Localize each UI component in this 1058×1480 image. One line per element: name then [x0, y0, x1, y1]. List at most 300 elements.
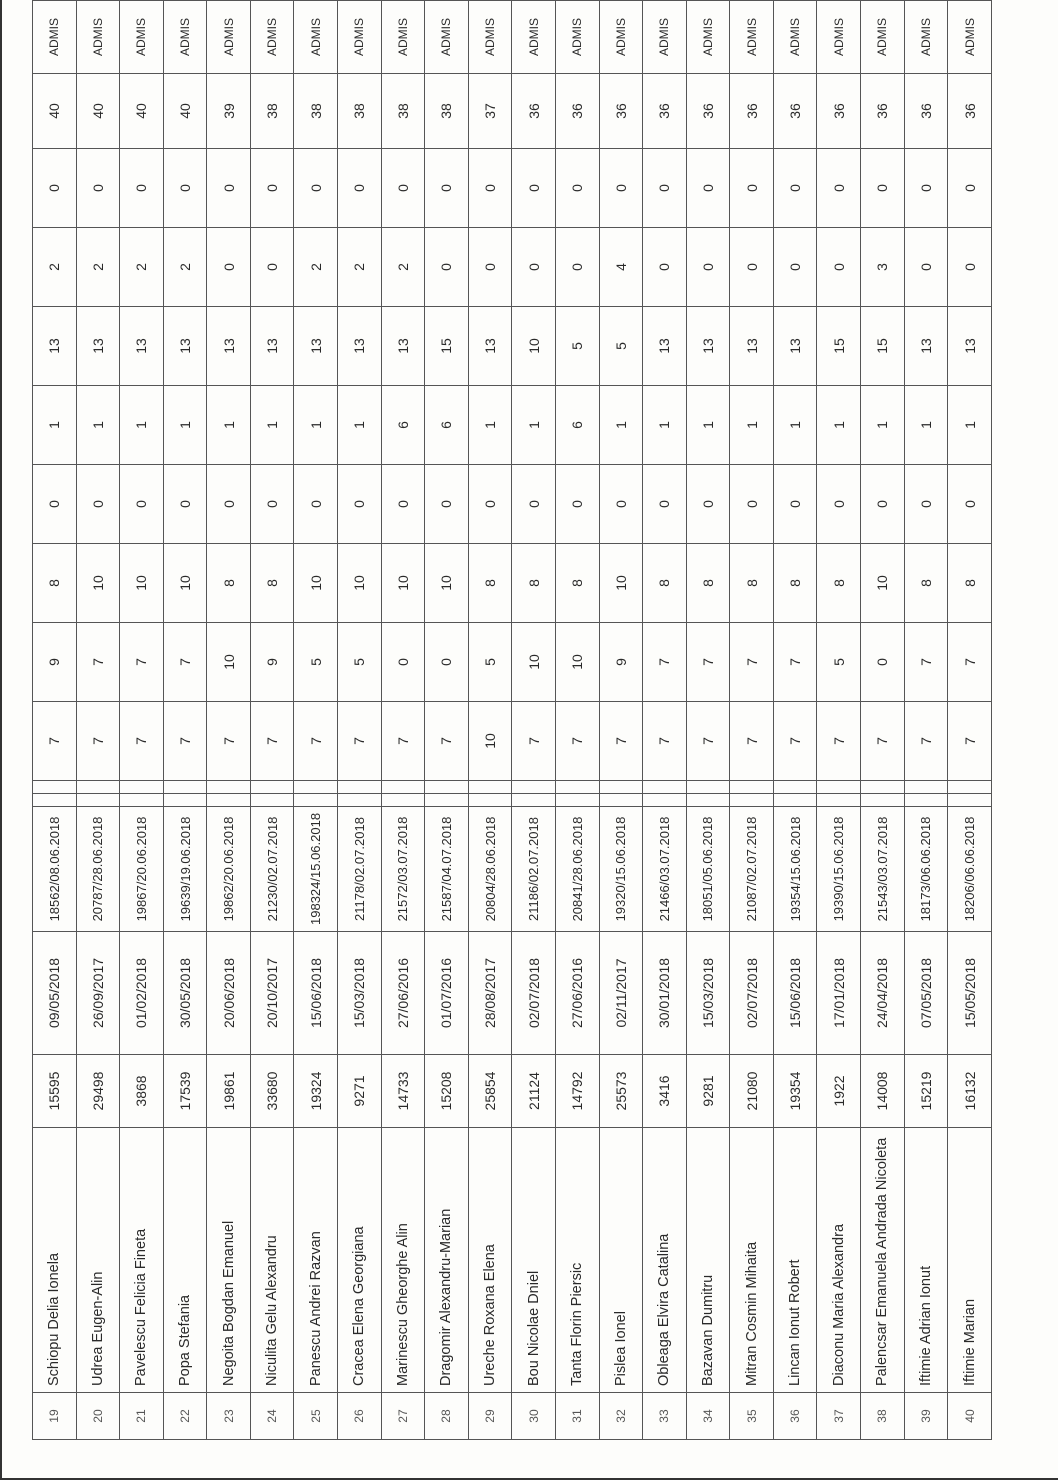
score-6: 13	[773, 307, 817, 386]
score-6: 13	[33, 307, 77, 386]
total-score: 36	[555, 74, 599, 149]
score-8: 0	[207, 149, 251, 228]
results-table-body	[33, 1, 992, 1440]
score-7: 0	[730, 228, 774, 307]
score-2: 5	[817, 623, 861, 702]
empty-cell	[425, 781, 469, 794]
registration-date: 27/06/2016	[381, 932, 425, 1055]
empty-cell	[730, 781, 774, 794]
table-row	[643, 1, 687, 1440]
empty-cell	[76, 781, 120, 794]
candidate-name: Schiopu Delia Ionela	[33, 1128, 77, 1393]
score-6: 13	[120, 307, 164, 386]
table-row	[773, 1, 817, 1440]
candidate-name: Iftimie Adrian Ionut	[904, 1128, 948, 1393]
score-1: 7	[773, 702, 817, 781]
empty-cell	[381, 781, 425, 794]
registration-date: 02/07/2018	[730, 932, 774, 1055]
file-number: 19324	[294, 1055, 338, 1128]
total-score: 36	[860, 74, 904, 149]
table-row	[599, 1, 643, 1440]
document-number: 20841/28.06.2018	[555, 807, 599, 932]
score-4: 0	[599, 465, 643, 544]
score-8: 0	[338, 149, 382, 228]
table-row	[512, 1, 556, 1440]
candidate-name: Mitran Cosmin Mihaita	[730, 1128, 774, 1393]
file-number: 9271	[338, 1055, 382, 1128]
result-status: ADMIS	[33, 1, 77, 74]
registration-date: 15/05/2018	[948, 932, 992, 1055]
empty-cell	[686, 794, 730, 807]
results-table	[32, 0, 992, 1440]
score-7: 2	[163, 228, 207, 307]
total-score: 38	[425, 74, 469, 149]
score-7: 2	[33, 228, 77, 307]
score-6: 15	[817, 307, 861, 386]
score-7: 3	[860, 228, 904, 307]
candidate-name: Marinescu Gheorghe Alin	[381, 1128, 425, 1393]
score-2: 5	[338, 623, 382, 702]
registration-date: 09/05/2018	[33, 932, 77, 1055]
score-6: 13	[730, 307, 774, 386]
score-5: 1	[338, 386, 382, 465]
row-number: 26	[338, 1393, 382, 1440]
score-4: 0	[904, 465, 948, 544]
total-score: 38	[250, 74, 294, 149]
file-number: 33680	[250, 1055, 294, 1128]
file-number: 1922	[817, 1055, 861, 1128]
empty-cell	[817, 781, 861, 794]
score-1: 7	[381, 702, 425, 781]
score-6: 5	[555, 307, 599, 386]
document-number: 19862/20.06.2018	[207, 807, 251, 932]
score-3: 10	[163, 544, 207, 623]
score-6: 13	[948, 307, 992, 386]
score-4: 0	[555, 465, 599, 544]
score-7: 2	[381, 228, 425, 307]
row-number: 30	[512, 1393, 556, 1440]
total-score: 36	[904, 74, 948, 149]
total-score: 36	[599, 74, 643, 149]
score-6: 15	[425, 307, 469, 386]
candidate-name: Panescu Andrei Razvan	[294, 1128, 338, 1393]
score-6: 15	[860, 307, 904, 386]
score-7: 0	[207, 228, 251, 307]
score-6: 10	[512, 307, 556, 386]
empty-cell	[120, 781, 164, 794]
score-1: 7	[686, 702, 730, 781]
total-score: 36	[817, 74, 861, 149]
empty-cell	[643, 781, 687, 794]
row-number: 34	[686, 1393, 730, 1440]
table-row	[730, 1, 774, 1440]
score-2: 9	[250, 623, 294, 702]
score-1: 7	[338, 702, 382, 781]
row-number: 33	[643, 1393, 687, 1440]
result-status: ADMIS	[468, 1, 512, 74]
registration-date: 02/11/2017	[599, 932, 643, 1055]
score-3: 8	[33, 544, 77, 623]
score-7: 2	[76, 228, 120, 307]
row-number: 28	[425, 1393, 469, 1440]
empty-cell	[33, 794, 77, 807]
score-1: 7	[76, 702, 120, 781]
total-score: 38	[338, 74, 382, 149]
score-6: 13	[338, 307, 382, 386]
document-number: 19390/15.06.2018	[817, 807, 861, 932]
result-status: ADMIS	[294, 1, 338, 74]
row-number: 40	[948, 1393, 992, 1440]
score-5: 1	[643, 386, 687, 465]
table-row	[948, 1, 992, 1440]
registration-date: 15/03/2018	[338, 932, 382, 1055]
row-number: 39	[904, 1393, 948, 1440]
empty-cell	[294, 781, 338, 794]
result-status: ADMIS	[599, 1, 643, 74]
table-row	[120, 1, 164, 1440]
row-number: 32	[599, 1393, 643, 1440]
file-number: 25573	[599, 1055, 643, 1128]
result-status: ADMIS	[860, 1, 904, 74]
candidate-name: Bou Nicolae Dniel	[512, 1128, 556, 1393]
score-7: 2	[338, 228, 382, 307]
score-5: 1	[773, 386, 817, 465]
total-score: 36	[643, 74, 687, 149]
score-2: 7	[163, 623, 207, 702]
document-number: 18206/06.06.2018	[948, 807, 992, 932]
result-status: ADMIS	[425, 1, 469, 74]
score-2: 7	[730, 623, 774, 702]
score-2: 0	[381, 623, 425, 702]
score-1: 7	[555, 702, 599, 781]
score-2: 10	[555, 623, 599, 702]
score-1: 7	[207, 702, 251, 781]
score-4: 0	[948, 465, 992, 544]
table-row	[163, 1, 207, 1440]
file-number: 15595	[33, 1055, 77, 1128]
score-2: 9	[599, 623, 643, 702]
candidate-name: Tanta Florin Piersic	[555, 1128, 599, 1393]
candidate-name: Cracea Elena Georgiana	[338, 1128, 382, 1393]
row-number: 27	[381, 1393, 425, 1440]
score-1: 7	[512, 702, 556, 781]
file-number: 3868	[120, 1055, 164, 1128]
table-row	[555, 1, 599, 1440]
score-4: 0	[425, 465, 469, 544]
score-1: 7	[425, 702, 469, 781]
total-score: 40	[76, 74, 120, 149]
score-3: 8	[512, 544, 556, 623]
total-score: 37	[468, 74, 512, 149]
score-1: 7	[643, 702, 687, 781]
total-score: 36	[773, 74, 817, 149]
document-number: 21572/03.07.2018	[381, 807, 425, 932]
score-4: 0	[643, 465, 687, 544]
score-7: 0	[904, 228, 948, 307]
result-status: ADMIS	[555, 1, 599, 74]
empty-cell	[904, 781, 948, 794]
row-number: 31	[555, 1393, 599, 1440]
score-1: 7	[33, 702, 77, 781]
empty-cell	[773, 794, 817, 807]
score-5: 1	[163, 386, 207, 465]
score-3: 8	[207, 544, 251, 623]
score-8: 0	[468, 149, 512, 228]
document-number: 20804/28.06.2018	[468, 807, 512, 932]
file-number: 21080	[730, 1055, 774, 1128]
candidate-name: Bazavan Dumitru	[686, 1128, 730, 1393]
registration-date: 20/10/2017	[250, 932, 294, 1055]
document-number: 20787/28.06.2018	[76, 807, 120, 932]
score-4: 0	[163, 465, 207, 544]
total-score: 36	[948, 74, 992, 149]
row-number: 29	[468, 1393, 512, 1440]
score-8: 0	[163, 149, 207, 228]
table-row	[33, 1, 77, 1440]
result-status: ADMIS	[381, 1, 425, 74]
score-7: 4	[599, 228, 643, 307]
file-number: 19354	[773, 1055, 817, 1128]
score-5: 1	[512, 386, 556, 465]
empty-cell	[860, 781, 904, 794]
score-5: 1	[686, 386, 730, 465]
document-number: 21466/03.07.2018	[643, 807, 687, 932]
score-4: 0	[468, 465, 512, 544]
score-7: 0	[817, 228, 861, 307]
score-4: 0	[773, 465, 817, 544]
score-5: 1	[904, 386, 948, 465]
score-7: 0	[425, 228, 469, 307]
score-6: 13	[250, 307, 294, 386]
score-7: 0	[948, 228, 992, 307]
score-8: 0	[555, 149, 599, 228]
table-row	[860, 1, 904, 1440]
empty-cell	[512, 781, 556, 794]
score-3: 10	[294, 544, 338, 623]
file-number: 17539	[163, 1055, 207, 1128]
result-status: ADMIS	[207, 1, 251, 74]
score-8: 0	[250, 149, 294, 228]
candidate-name: Dragomir Alexandru-Marian	[425, 1128, 469, 1393]
candidate-name: Iftimie Marian	[948, 1128, 992, 1393]
candidate-name: Pavelescu Felicia Fineta	[120, 1128, 164, 1393]
registration-date: 30/05/2018	[163, 932, 207, 1055]
score-4: 0	[33, 465, 77, 544]
empty-cell	[686, 781, 730, 794]
table-row	[338, 1, 382, 1440]
empty-cell	[948, 794, 992, 807]
document-number: 21587/04.07.2018	[425, 807, 469, 932]
score-6: 13	[468, 307, 512, 386]
score-3: 10	[338, 544, 382, 623]
score-7: 2	[120, 228, 164, 307]
score-5: 6	[381, 386, 425, 465]
empty-cell	[643, 794, 687, 807]
score-6: 13	[76, 307, 120, 386]
total-score: 40	[120, 74, 164, 149]
document-number: 21230/02.07.2018	[250, 807, 294, 932]
score-8: 0	[120, 149, 164, 228]
score-1: 7	[250, 702, 294, 781]
empty-cell	[555, 781, 599, 794]
result-status: ADMIS	[512, 1, 556, 74]
empty-cell	[773, 781, 817, 794]
registration-date: 30/01/2018	[643, 932, 687, 1055]
score-1: 7	[120, 702, 164, 781]
score-6: 13	[163, 307, 207, 386]
result-status: ADMIS	[904, 1, 948, 74]
registration-date: 15/03/2018	[686, 932, 730, 1055]
score-8: 0	[381, 149, 425, 228]
table-row	[381, 1, 425, 1440]
total-score: 39	[207, 74, 251, 149]
registration-date: 15/06/2018	[294, 932, 338, 1055]
score-5: 1	[250, 386, 294, 465]
score-3: 10	[860, 544, 904, 623]
score-1: 7	[860, 702, 904, 781]
registration-date: 20/06/2018	[207, 932, 251, 1055]
score-2: 7	[686, 623, 730, 702]
score-3: 10	[76, 544, 120, 623]
score-2: 7	[76, 623, 120, 702]
result-status: ADMIS	[163, 1, 207, 74]
document-number: 19320/15.06.2018	[599, 807, 643, 932]
table-row	[468, 1, 512, 1440]
score-8: 0	[76, 149, 120, 228]
score-4: 0	[860, 465, 904, 544]
table-row	[294, 1, 338, 1440]
candidate-name: Palencsar Emanuela Andrada Nicoleta	[860, 1128, 904, 1393]
table-row	[817, 1, 861, 1440]
score-7: 0	[512, 228, 556, 307]
empty-cell	[599, 781, 643, 794]
empty-cell	[338, 781, 382, 794]
empty-cell	[76, 794, 120, 807]
registration-date: 27/06/2016	[555, 932, 599, 1055]
table-row	[76, 1, 120, 1440]
registration-date: 01/02/2018	[120, 932, 164, 1055]
empty-cell	[381, 794, 425, 807]
row-number: 24	[250, 1393, 294, 1440]
candidate-name: Negoita Bogdan Emanuel	[207, 1128, 251, 1393]
score-5: 1	[817, 386, 861, 465]
file-number: 3416	[643, 1055, 687, 1128]
registration-date: 07/05/2018	[904, 932, 948, 1055]
empty-cell	[207, 794, 251, 807]
candidate-name: Lincan Ionut Robert	[773, 1128, 817, 1393]
file-number: 15219	[904, 1055, 948, 1128]
score-4: 0	[338, 465, 382, 544]
result-status: ADMIS	[643, 1, 687, 74]
score-3: 8	[686, 544, 730, 623]
score-7: 0	[555, 228, 599, 307]
score-2: 0	[860, 623, 904, 702]
result-status: ADMIS	[948, 1, 992, 74]
result-status: ADMIS	[773, 1, 817, 74]
document-number: 19639/19.06.2018	[163, 807, 207, 932]
file-number: 15208	[425, 1055, 469, 1128]
score-7: 0	[643, 228, 687, 307]
score-6: 13	[381, 307, 425, 386]
document-number: 19354/15.06.2018	[773, 807, 817, 932]
empty-cell	[512, 794, 556, 807]
score-4: 0	[817, 465, 861, 544]
score-4: 0	[686, 465, 730, 544]
score-5: 6	[555, 386, 599, 465]
score-5: 1	[599, 386, 643, 465]
empty-cell	[468, 794, 512, 807]
score-5: 1	[468, 386, 512, 465]
document-number: 21178/02.07.2018	[338, 807, 382, 932]
table-row	[686, 1, 730, 1440]
file-number: 21124	[512, 1055, 556, 1128]
registration-date: 01/07/2016	[425, 932, 469, 1055]
table-row	[425, 1, 469, 1440]
empty-cell	[33, 781, 77, 794]
score-4: 0	[512, 465, 556, 544]
candidate-name: Obleaga Elvira Catalina	[643, 1128, 687, 1393]
table-row	[904, 1, 948, 1440]
registration-date: 15/06/2018	[773, 932, 817, 1055]
candidate-name: Popa Stefania	[163, 1128, 207, 1393]
total-score: 38	[294, 74, 338, 149]
result-status: ADMIS	[120, 1, 164, 74]
empty-cell	[338, 794, 382, 807]
score-4: 0	[730, 465, 774, 544]
score-7: 0	[468, 228, 512, 307]
empty-cell	[250, 781, 294, 794]
score-3: 8	[643, 544, 687, 623]
score-2: 10	[207, 623, 251, 702]
file-number: 19861	[207, 1055, 251, 1128]
empty-cell	[948, 781, 992, 794]
score-5: 1	[860, 386, 904, 465]
score-3: 8	[773, 544, 817, 623]
score-2: 10	[512, 623, 556, 702]
score-2: 7	[904, 623, 948, 702]
results-table-wrapper	[32, 18, 992, 1440]
document-number: 19867/20.06.2018	[120, 807, 164, 932]
score-4: 0	[207, 465, 251, 544]
score-8: 0	[860, 149, 904, 228]
score-2: 7	[120, 623, 164, 702]
candidate-name: Ureche Roxana Elena	[468, 1128, 512, 1393]
file-number: 14008	[860, 1055, 904, 1128]
score-8: 0	[643, 149, 687, 228]
row-number: 35	[730, 1393, 774, 1440]
score-8: 0	[948, 149, 992, 228]
score-1: 7	[599, 702, 643, 781]
score-4: 0	[294, 465, 338, 544]
score-2: 0	[425, 623, 469, 702]
registration-date: 26/09/2017	[76, 932, 120, 1055]
score-3: 10	[120, 544, 164, 623]
score-3: 8	[468, 544, 512, 623]
empty-cell	[425, 794, 469, 807]
result-status: ADMIS	[76, 1, 120, 74]
row-number: 20	[76, 1393, 120, 1440]
score-5: 1	[207, 386, 251, 465]
candidate-name: Diaconu Maria Alexandra	[817, 1128, 861, 1393]
total-score: 40	[33, 74, 77, 149]
empty-cell	[250, 794, 294, 807]
document-number: 21186/02.07.2018	[512, 807, 556, 932]
result-status: ADMIS	[338, 1, 382, 74]
document-number: 18562/08.06.2018	[33, 807, 77, 932]
total-score: 36	[512, 74, 556, 149]
empty-cell	[730, 794, 774, 807]
file-number: 9281	[686, 1055, 730, 1128]
